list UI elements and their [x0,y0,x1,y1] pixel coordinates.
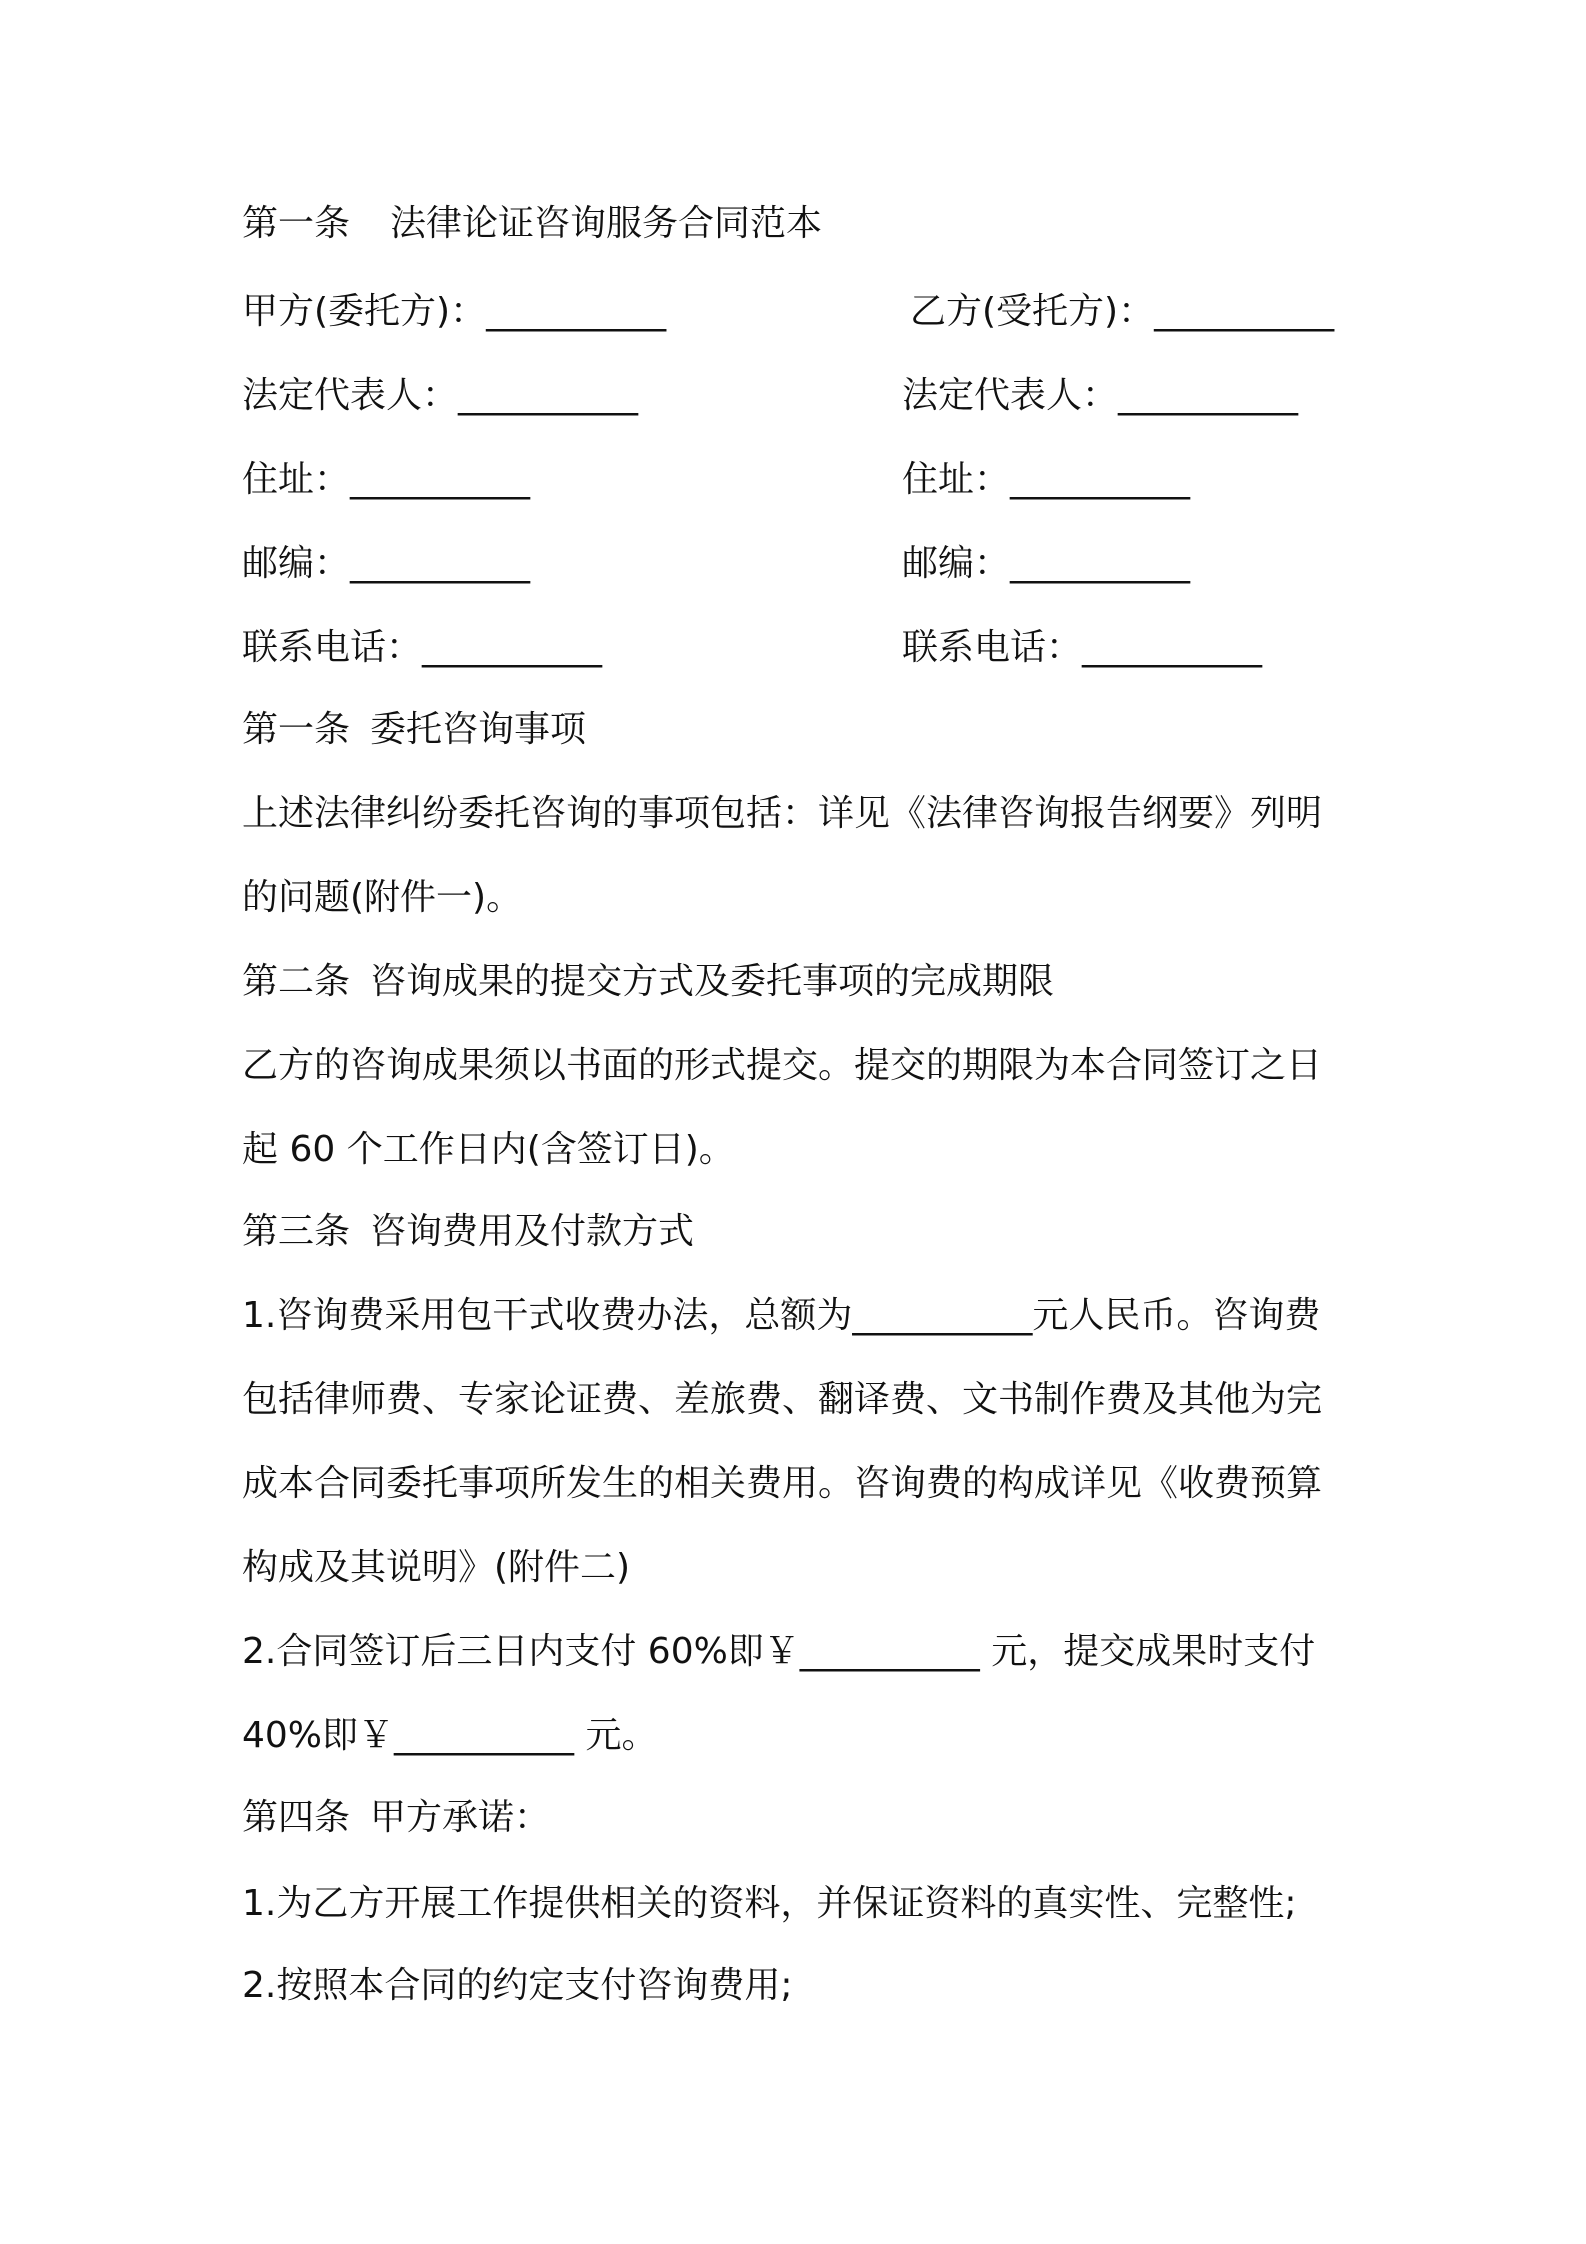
party-a-representative: 法定代表人：__________ [242,375,639,416]
party-b-field: 乙方(受托方)：__________ [910,291,1335,332]
article-3-body-line: 40%即￥__________ 元。 [242,1715,658,1756]
article-4-number: 第四条 [242,1797,351,1838]
article-4-title: 甲方承诺： [370,1797,551,1838]
article-1-number: 第一条 [242,709,351,750]
party-a-postcode: 邮编：__________ [242,543,531,584]
party-a-phone: 联系电话：__________ [242,627,603,668]
article-2-body-line: 乙方的咨询成果须以书面的形式提交。提交的期限为本合同签订之日 [242,1045,1323,1086]
article-4-body-line: 1.为乙方开展工作提供相关的资料，并保证资料的真实性、完整性; [242,1883,1297,1924]
article-4-body-line: 2.按照本合同的约定支付咨询费用; [242,1965,793,2006]
article-1-body-line: 的问题(附件一)。 [242,877,523,918]
party-b-representative: 法定代表人：__________ [902,375,1299,416]
article-1-title: 委托咨询事项 [370,709,587,750]
document-title [242,200,822,248]
article-1-heading [242,706,586,754]
article-2-title: 咨询成果的提交方式及委托事项的完成期限 [370,961,1055,1002]
party-b-postcode: 邮编：__________ [902,543,1191,584]
article-4-heading [242,1794,550,1842]
title-text: 法律论证咨询服务合同范本 [390,203,823,244]
article-2-number: 第二条 [242,961,351,1002]
article-3-number: 第三条 [242,1211,351,1252]
article-3-body-line: 2.合同签订后三日内支付 60%即￥__________ 元，提交成果时支付 [242,1631,1316,1672]
article-3-body-line: 1.咨询费采用包干式收费办法，总额为__________元人民币。咨询费 [242,1295,1321,1336]
party-b-phone: 联系电话：__________ [902,627,1263,668]
article-2-body-line: 起 60 个工作日内(含签订日)。 [242,1129,735,1170]
party-a-address: 住址：__________ [242,459,531,500]
article-2-heading [242,958,1054,1006]
party-a-field: 甲方(委托方)：__________ [242,291,667,332]
article-1-body-line: 上述法律纠纷委托咨询的事项包括：详见《法律咨询报告纲要》列明 [242,793,1323,834]
party-b-address: 住址：__________ [902,459,1191,500]
article-3-body-line: 包括律师费、专家论证费、差旅费、翻译费、文书制作费及其他为完 [242,1379,1323,1420]
title-article-number: 第一条 [242,203,351,244]
article-3-heading [242,1208,694,1256]
article-3-title: 咨询费用及付款方式 [370,1211,695,1252]
article-3-body-line: 成本合同委托事项所发生的相关费用。咨询费的构成详见《收费预算 [242,1463,1323,1504]
article-3-body-line: 构成及其说明》(附件二) [242,1547,631,1588]
